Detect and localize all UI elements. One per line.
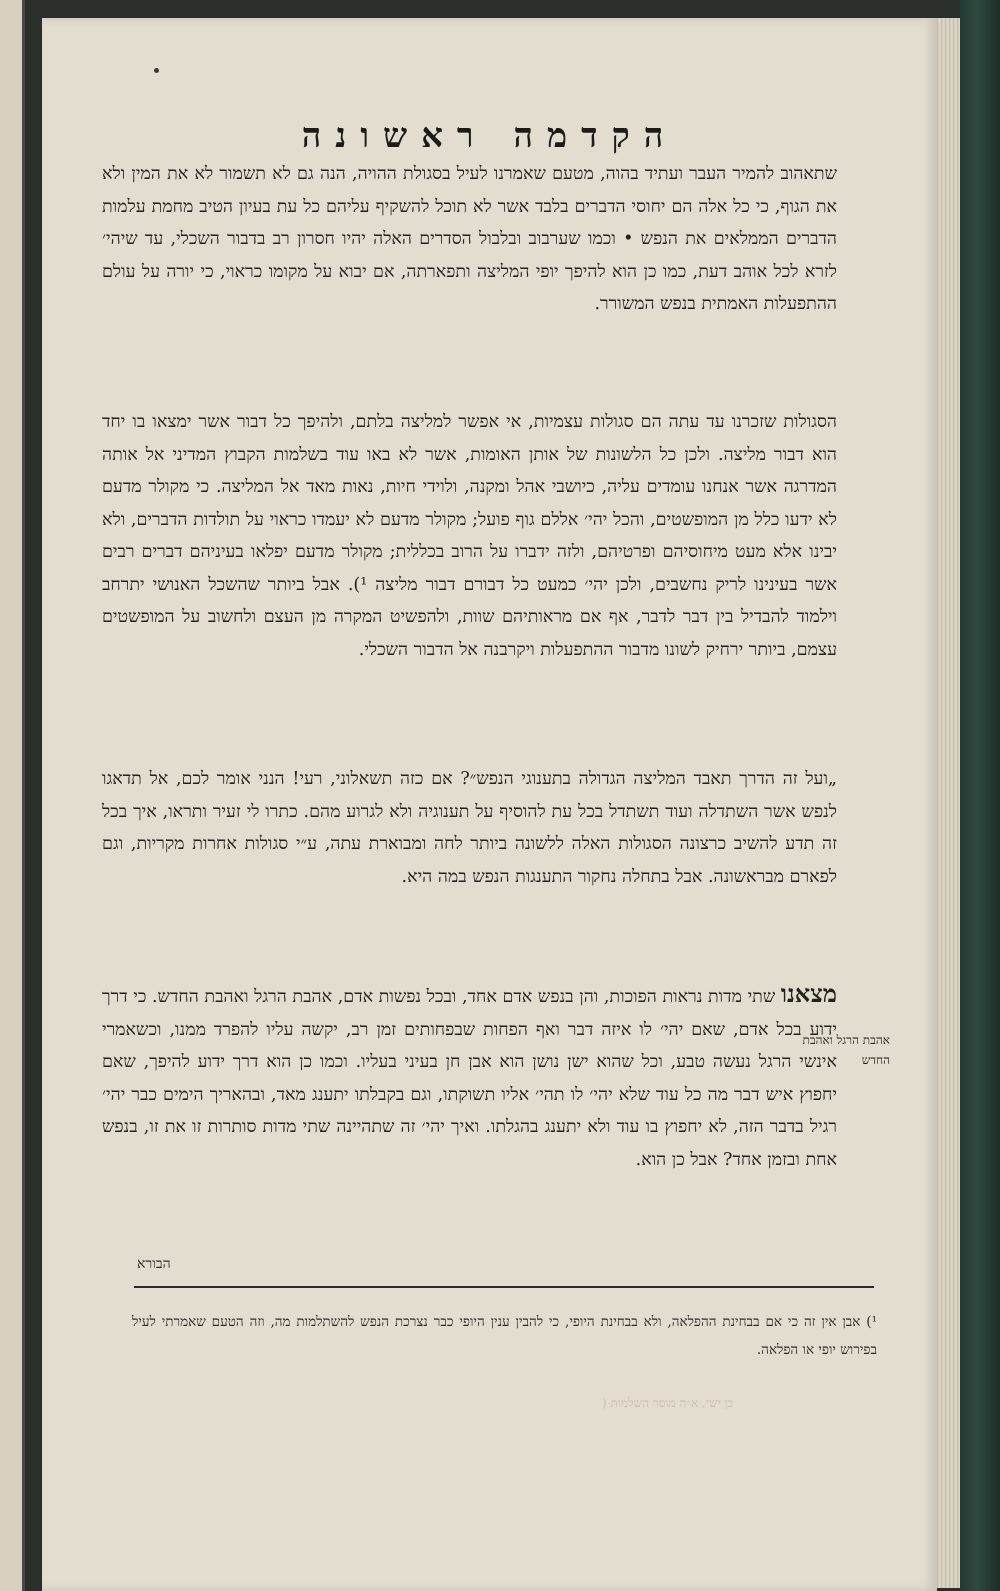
footnote: ¹) אבן אין זה כי אם בבחינת ההפלאה, ולא בבחינת היופי, כי להבין ענין היופי כבר נצרכת הנפש להשתלמות מה, וזה הטעם שאמרתי לעיל בפירוש יופי או הפלאה. — [132, 1314, 877, 1358]
bleed-through-text: בן ישי, א״ה מוסר השלמות ( — [602, 1396, 734, 1410]
paragraph-1: שתאהוב להמיר העבר ועתיד בהוה, מטעם שאמרנו לעיל בסגולת ההויה, הנה גם לא תשמור לא את המין ולא את הגוף, כי כל אלה הם יחוסי הדברים בלבד אשר לא תוכל להשקיף עליהם כל עת בעיון הטיב מחמת עלמות הדברים הממלאים את הנפש • וכמו שערבוב ובלבול הסדרים האלה יהיו חסרון רב בדבור השכלי, עד שיהי׳ לזרא לכל אוהב דעת, כמו כן הוא להיפך יופי המליצה ותפארתה, אם יבוא על מקומו כראוי, כי יורה על עולם ההתפעלות האמתית בנפש המשורר. — [102, 164, 837, 314]
margin-note: אהבת הרגל ואהבת החדש — [802, 1033, 890, 1067]
paragraph-4 — [102, 978, 837, 1176]
catchword: הבורא — [137, 1256, 171, 1272]
previous-page-edge — [0, 0, 25, 1591]
book-page — [42, 18, 937, 1591]
paragraph-2: הסגולות שזכרנו עד עתה הם סגולות עצמיות, אי אפשר למליצה בלתם, ולהיפך כל דבור אשר ימצאו בו יחד הוא דבור מליצה. ולכן כל הלשונות של אותן האומות, אשר לא באו עוד בשלמות הקבוץ המדיני אל אותה המדרגה אשר אנחנו עומדים עליה, כיושבי אהל ומקנה, ולוידי חיות, נאות מאד אל המליצה. כי מקולר מדעם לא ידעו כלל מן המופשטים, והכל יהי׳ אללם גוף פועל; מקולר מדעם לא יעמדו כראוי על תולדות הדברים, ולא יבינו אלא מעט מיחוסיהם ופרטיהם, ולזה ידברו על הרוב בכללית; מקולר מדעם יפלאו בעיניהם דברים רבים אשר בעינינו לריק נחשבים, ולכן יהי׳ כמעט כל דבורם דבור מליצה ¹). אבל ביותר שהשכל האנושי יתרחב וילמוד להבדיל בין דבר לדבר, אף אם מראותיהם שוות, ולהפשיט המקרה מן העצם ולחשוב על המופשטים עצמם, ביותר ירחיק לשונו מדבור ההתפעלות ויקרבנה אל הדבור השכלי. — [102, 412, 837, 660]
paragraph-lead-word: מצאנו — [780, 979, 837, 1008]
paragraph-4-text: שתי מדות נראות הפוכות, והן בנפש אדם אחד, ובכל נפשות אדם, אהבת הרגל ואהבת החדש. כי דרך ידוע בכל אדם, שאם יהי׳ לו איזה דבר ואף הפחות שבפחותים זמן רב, יקשה עליו להפרד ממנו, וכשאמרי אינשי הרגל נעשה טבע, וכל שהוא ישן נושן הוא אבן חן בעיני בעליו. וכמו כן הוא דרך ידוע להיפך, שאם יחפוץ איש דבר מה כל עוד שלא יהי׳ לו תהי׳ אליו תשוקתו, וגם בקבלתו יתענג מאד, ובהאריך הימים כבר יהי׳ רגיל בדבר הזה, לא יחפוץ בו עוד ולא יתענג בהגלתו. ואיך יהי׳ זה שתהיינה שתי מדות סותרות זו את זו, בנפש אחת ובזמן אחד? אבל כן הוא. — [102, 987, 837, 1170]
footnote-rule — [134, 1286, 874, 1288]
paragraph-3: „ועל זה הדרך תאבד המליצה הגדולה בתענוגי הנפש״? אם כזה תשאלוני, רעי! הנני אומר לכם, אל תדאגו לנפש אשר השתדלה ועוד תשתדל בכל עת להוסיף על תענוגיה ולא לגרוע מהם. כתרו לי זעיר ותראו, איך בכל זה תדע להשיב כרצונה הסגולות האלה ללשונה ביותר לחה ומבוארת עתה, ע״י סגולות אחרות מקריות, וגם לפארם מבראשונה. אבל בתחלה נחקור התענגות הנפש במה היא. — [102, 769, 837, 887]
book-cover-edge — [960, 0, 1000, 1591]
page-title: הקדמה ראשונה — [301, 116, 678, 156]
ink-spot — [154, 68, 159, 73]
